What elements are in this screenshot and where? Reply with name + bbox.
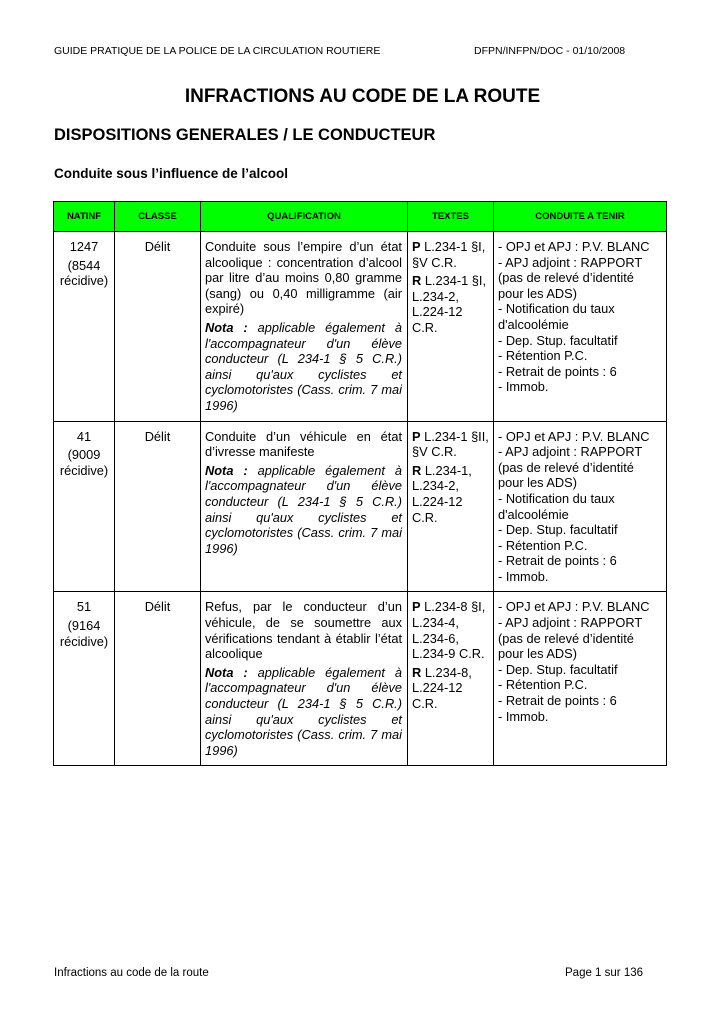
texte-articles: L.234-1 §I, §V C.R. — [412, 239, 486, 270]
natinf-recidive: (9164 récidive) — [59, 618, 109, 649]
conduite-line: - Immob. — [498, 708, 549, 724]
texte-prefix: R — [412, 273, 422, 289]
nota-label: Nota : — [205, 664, 248, 680]
conduite-line: d'alcoolémie — [498, 316, 569, 332]
texte-articles: L.234-1, L.234-2, L.224-12 C.R. — [412, 462, 472, 525]
conduite-cell — [494, 232, 667, 422]
natinf-cell — [54, 421, 115, 592]
texte-prefix: R — [412, 462, 422, 478]
natinf-cell — [54, 232, 115, 422]
texte-reference — [412, 463, 489, 525]
nota — [205, 665, 402, 759]
conduite-line: pour les ADS) — [498, 475, 577, 491]
nota-text: applicable également à l'accompagnateur d'un élève conducteur (L 234-1 § 5 C.R.) ainsi qu'aux cyclistes et cyclomotoristes (Cass. crim. 7 mai 1996) — [205, 319, 402, 413]
texte-reference — [412, 599, 489, 661]
column-header-textes: TEXTES — [408, 202, 494, 232]
classe-cell: Délit — [115, 592, 201, 766]
textes-cell — [408, 421, 494, 592]
conduite-cell — [494, 592, 667, 766]
nota — [205, 320, 402, 414]
conduite-line: d'alcoolémie — [498, 506, 569, 522]
column-header-qualification: QUALIFICATION — [201, 202, 408, 232]
texte-prefix: P — [412, 599, 421, 615]
textes-cell — [408, 232, 494, 422]
nota-label: Nota : — [205, 319, 248, 335]
conduite-line: - Notification du taux — [498, 490, 615, 506]
table-header-row — [54, 202, 667, 232]
classe-cell: Délit — [115, 232, 201, 422]
infractions-table — [53, 201, 667, 766]
nota-text: applicable également à l'accompagnateur d'un élève conducteur (L 234-1 § 5 C.R.) ainsi qu'aux cyclistes et cyclomotoristes (Cass. crim. 7 mai 1996) — [205, 462, 402, 556]
conduite-line: - Rétention P.C. — [498, 537, 588, 553]
column-header-classe: CLASSE — [115, 202, 201, 232]
natinf-code: 41 — [76, 428, 92, 444]
running-header-title: GUIDE PRATIQUE DE LA POLICE DE LA CIRCULATION ROUTIERE — [54, 45, 381, 57]
conduite-line: - Notification du taux — [498, 301, 615, 317]
conduite-line: - Rétention P.C. — [498, 348, 588, 364]
conduite-line: - OPJ et APJ : P.V. BLANC — [498, 599, 650, 615]
natinf-cell — [54, 592, 115, 766]
table-row — [54, 592, 667, 766]
conduite-line: - Dep. Stup. facultatif — [498, 332, 618, 348]
conduite-line: - OPJ et APJ : P.V. BLANC — [498, 428, 650, 444]
conduite-line: pour les ADS) — [498, 285, 577, 301]
texte-reference — [412, 239, 489, 270]
texte-reference — [412, 273, 489, 335]
conduite-line: - OPJ et APJ : P.V. BLANC — [498, 239, 650, 254]
texte-prefix: R — [412, 664, 422, 680]
conduite-line: - APJ adjoint : RAPPORT — [498, 615, 643, 631]
conduite-line: - Dep. Stup. facultatif — [498, 522, 618, 538]
qualification-cell — [201, 421, 408, 592]
texte-prefix: P — [412, 428, 421, 444]
table-row — [54, 421, 667, 592]
section-title: DISPOSITIONS GENERALES / LE CONDUCTEUR — [54, 126, 436, 144]
texte-articles: L.234-8, L.224-12 C.R. — [412, 664, 472, 712]
natinf-code: 51 — [76, 599, 92, 615]
nota — [205, 463, 402, 557]
conduite-line: - Immob. — [498, 379, 549, 395]
qualification-cell — [201, 592, 408, 766]
texte-reference — [412, 665, 489, 712]
conduite-line: (pas de relevé d’identité — [498, 270, 634, 286]
natinf-recidive: (9009 récidive) — [59, 447, 109, 478]
conduite-line: - Immob. — [498, 568, 549, 584]
conduite-line: - APJ adjoint : RAPPORT — [498, 444, 643, 460]
column-header-natinf: NATINF — [54, 202, 115, 232]
natinf-recidive: (8544 récidive) — [59, 257, 109, 289]
textes-cell — [408, 592, 494, 766]
conduite-line: - Rétention P.C. — [498, 677, 588, 693]
table-row — [54, 232, 667, 422]
conduite-line: - Retrait de points : 6 — [498, 693, 617, 709]
page-title: INFRACTIONS AU CODE DE LA ROUTE — [184, 86, 541, 107]
texte-articles: L.234-1 §I, L.234-2, L.224-12 C.R. — [412, 273, 486, 335]
conduite-line: (pas de relevé d’identité — [498, 630, 634, 646]
texte-reference — [412, 429, 489, 460]
qualification-cell — [201, 232, 408, 422]
texte-articles: L.234-8 §I, L.234-4, L.234-6, L.234-9 C.R. — [412, 599, 486, 662]
column-header-conduite: CONDUITE A TENIR — [494, 202, 667, 232]
conduite-line: - Retrait de points : 6 — [498, 363, 617, 379]
running-header-reference: DFPN/INFPN/DOC - 01/10/2008 — [474, 45, 626, 57]
footer-title: Infractions au code de la route — [54, 967, 209, 979]
conduite-line: - Dep. Stup. facultatif — [498, 661, 618, 677]
conduite-line: pour les ADS) — [498, 646, 577, 662]
texte-prefix: P — [412, 239, 421, 254]
nota-text: applicable également à l'accompagnateur d'un élève conducteur (L 234-1 § 5 C.R.) ainsi qu'aux cyclistes et cyclomotoristes (Cass. crim. 7 mai 1996) — [205, 664, 402, 758]
qualification-text: Refus, par le conducteur d’un véhicule, de se soumettre aux vérifications tendant à établir l’état alcoolique — [205, 599, 402, 662]
conduite-line: - APJ adjoint : RAPPORT — [498, 254, 643, 270]
classe-cell: Délit — [115, 421, 201, 592]
page-number: Page 1 sur 136 — [565, 967, 644, 979]
texte-articles: L.234-1 §II, §V C.R. — [412, 428, 489, 460]
conduite-line: (pas de relevé d’identité — [498, 459, 634, 475]
nota-label: Nota : — [205, 462, 248, 478]
natinf-code: 1247 — [69, 239, 99, 254]
subsection-title: Conduite sous l’influence de l’alcool — [54, 166, 289, 181]
conduite-line: - Retrait de points : 6 — [498, 553, 617, 569]
qualification-text: Conduite d’un véhicule en état d’ivresse manifeste — [205, 428, 402, 460]
conduite-cell — [494, 421, 667, 592]
qualification-text: Conduite sous l’empire d’un état alcoolique : concentration d’alcool par litre d’au moins 0,80 gramme (sang) ou 0,40 milligramme (air expiré) — [205, 239, 402, 317]
